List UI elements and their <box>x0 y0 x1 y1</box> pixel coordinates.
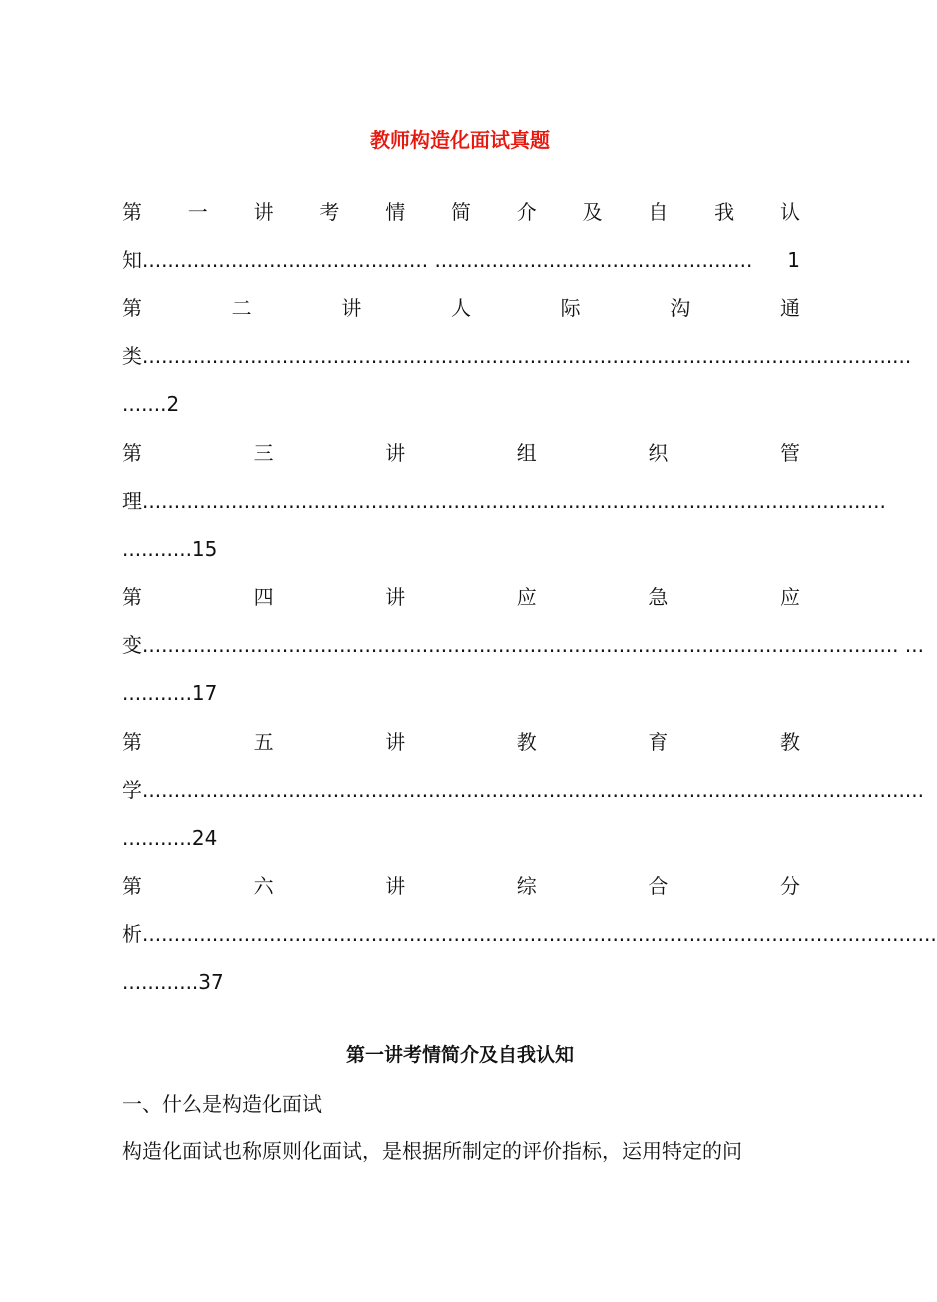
toc-char: 人 <box>450 296 471 320</box>
toc-char: 第 <box>122 441 142 465</box>
toc-char: 情 <box>385 200 406 224</box>
toc-char: 应 <box>516 585 537 609</box>
toc-entry-2-leader[interactable] <box>122 342 912 370</box>
toc-entry-3-leader[interactable] <box>122 487 886 515</box>
toc-entry-2-page: .......2 <box>122 392 180 416</box>
body-paragraph: 构造化面试也称原则化面试，是根据所制定的评价指标，运用特定的问 <box>122 1139 742 1163</box>
toc-dots: .................................................................................................................... <box>142 922 880 946</box>
toc-char: 育 <box>648 730 669 754</box>
toc-entry-6-leader[interactable] <box>122 920 937 948</box>
toc-entry-3-page: ...........15 <box>122 537 218 561</box>
toc-char: 第 <box>122 296 142 320</box>
toc-char: 考 <box>319 200 340 224</box>
toc-dots-tail: ... ... <box>879 633 924 657</box>
toc-char: 织 <box>648 441 669 465</box>
toc-char: 析 <box>122 922 142 946</box>
toc-dots: .................................................................................................................... <box>142 489 880 513</box>
toc-entry-1-line <box>122 198 800 226</box>
toc-char: 六 <box>253 874 274 898</box>
toc-entry-6-line <box>122 872 800 900</box>
toc-char: 第 <box>122 730 142 754</box>
toc-char: 三 <box>253 441 274 465</box>
toc-char: 应 <box>779 585 800 609</box>
toc-entry-5-line <box>122 728 800 756</box>
toc-entry-5-leader[interactable] <box>122 776 924 804</box>
toc-char: 及 <box>582 200 603 224</box>
toc-entry-3-line <box>122 439 800 467</box>
toc-dots-tail: . <box>879 489 886 513</box>
toc-char: 教 <box>779 730 800 754</box>
toc-dots: ............................................. .................................................. <box>142 248 753 272</box>
toc-char: 二 <box>231 296 252 320</box>
toc-char: 讲 <box>385 874 406 898</box>
toc-char: 变 <box>122 633 142 657</box>
toc-char: 讲 <box>385 585 406 609</box>
toc-char: 讲 <box>341 296 362 320</box>
toc-char: 教 <box>516 730 537 754</box>
section-heading: 第一讲考情简介及自我认知 <box>345 1044 574 1066</box>
toc-dots-tail: ......... <box>879 922 937 946</box>
toc-char: 知 <box>122 248 142 272</box>
toc-char: 学 <box>122 778 142 802</box>
toc-char: 组 <box>516 441 537 465</box>
document-title: 教师构造化面试真题 <box>370 128 550 152</box>
toc-char: 急 <box>648 585 669 609</box>
toc-dots: ......................................................................................................................... <box>142 344 912 368</box>
toc-char: 沟 <box>670 296 691 320</box>
toc-char: 简 <box>450 200 471 224</box>
sub-heading: 一、什么是构造化面试 <box>122 1092 322 1116</box>
toc-char: 类 <box>122 344 142 368</box>
toc-entry-4-page: ...........17 <box>122 681 218 705</box>
toc-entry-2-line <box>122 294 800 322</box>
toc-entry-1-leader[interactable] <box>122 246 800 274</box>
toc-entry-4-leader[interactable] <box>122 631 924 659</box>
toc-entry-6-page: ............37 <box>122 970 224 994</box>
toc-char: 合 <box>648 874 669 898</box>
toc-char: 际 <box>560 296 581 320</box>
toc-char: 综 <box>516 874 537 898</box>
toc-char: 我 <box>714 200 735 224</box>
toc-char: 讲 <box>385 730 406 754</box>
toc-char: 介 <box>516 200 537 224</box>
toc-dots: .................................................................................................................... <box>142 778 880 802</box>
toc-dots-tail: ....... <box>879 778 924 802</box>
toc-dots: .................................................................................................................... <box>142 633 880 657</box>
toc-char: 五 <box>253 730 274 754</box>
toc-char: 四 <box>253 585 274 609</box>
toc-char: 理 <box>122 489 142 513</box>
toc-char: 一 <box>187 200 208 224</box>
toc-entry-5-page: ...........24 <box>122 826 218 850</box>
toc-char: 第 <box>122 200 142 224</box>
toc-char: 第 <box>122 585 142 609</box>
toc-char: 认 <box>779 200 800 224</box>
toc-char: 自 <box>648 200 669 224</box>
toc-entry-4-line <box>122 583 800 611</box>
toc-char: 管 <box>779 441 800 465</box>
toc-char: 第 <box>122 874 142 898</box>
toc-char: 讲 <box>385 441 406 465</box>
toc-page-number: 1 <box>787 248 800 272</box>
toc-char: 分 <box>779 874 800 898</box>
toc-char: 讲 <box>253 200 274 224</box>
toc-char: 通 <box>779 296 800 320</box>
